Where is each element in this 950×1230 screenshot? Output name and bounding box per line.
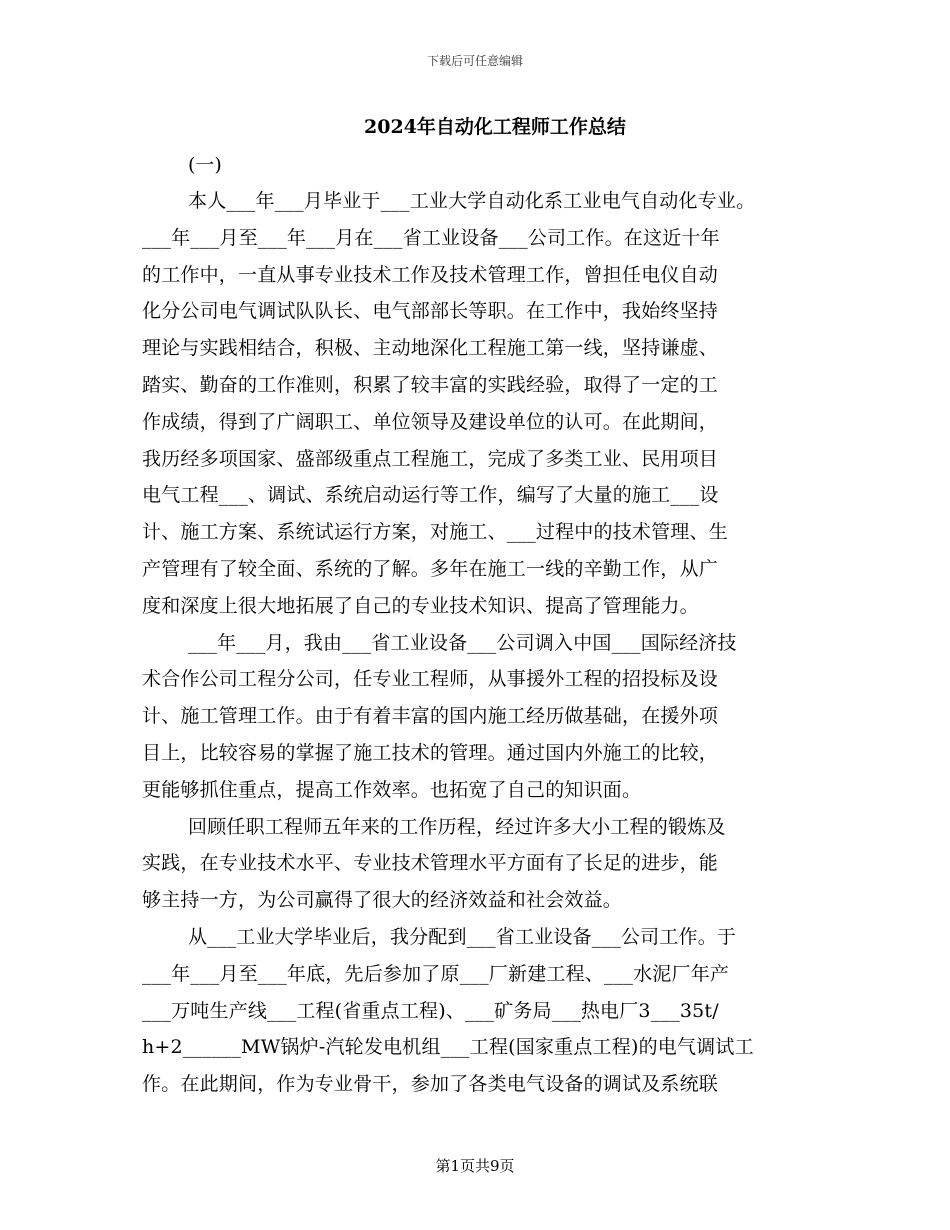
paragraph-line: 从___工业大学毕业后，我分配到___省工业设备___公司工作。于 xyxy=(188,925,737,948)
paragraph-line: 产管理有了较全面、系统的了解。多年在施工一线的辛勤工作，从广 xyxy=(142,557,719,580)
paragraph-line: ___万吨生产线___工程(省重点工程)、___矿务局___热电厂3___35t/ xyxy=(142,999,719,1022)
section-heading: (一) xyxy=(188,154,222,176)
paragraph-line: 术合作公司工程分公司，任专业工程师，从事援外工程的招投标及设 xyxy=(142,668,719,691)
page-header-note: 下载后可任意编辑 xyxy=(426,54,523,68)
paragraph-line: 作。在此期间，作为专业骨干，参加了各类电气设备的调试及系统联 xyxy=(142,1073,719,1096)
paragraph-line: 计、施工方案、系统试运行方案，对施工、___过程中的技术管理、生 xyxy=(142,521,728,544)
paragraph-line: 的工作中，一直从事专业技术工作及技术管理工作，曾担任电仪自动 xyxy=(142,263,719,286)
paragraph-line: 本人___年___月毕业于___工业大学自动化系工业电气自动化专业。 xyxy=(188,190,756,212)
paragraph-line: 作成绩，得到了广阔职工、单位领导及建设单位的认可。在此期间， xyxy=(142,410,719,433)
paragraph-line: ___年___月，我由___省工业设备___公司调入中国___国际经济技 xyxy=(188,631,737,654)
paragraph-line: 电气工程___、调试、系统启动运行等工作，编写了大量的施工___设 xyxy=(142,484,719,507)
paragraph-line: 我历经多项国家、盛部级重点工程施工，完成了多类工业、民用项目 xyxy=(142,447,719,470)
paragraph-line: 踏实、勤奋的工作准则，积累了较丰富的实践经验，取得了一定的工 xyxy=(142,373,719,396)
paragraph-line: ___年___月至___年___月在___省工业设备___公司工作。在这近十年 xyxy=(142,226,720,249)
paragraph-line: 目上，比较容易的掌握了施工技术的管理。通过国内外施工的比较， xyxy=(142,741,719,764)
paragraph-line: 化分公司电气调试队队长、电气部部长等职。在工作中，我始终坚持 xyxy=(142,300,719,323)
document-title: 2024年自动化工程师工作总结 xyxy=(364,116,626,138)
paragraph-line: 更能够抓住重点，提高工作效率。也拓宽了自己的知识面。 xyxy=(142,778,642,801)
paragraph-line: 实践，在专业技术水平、专业技术管理水平方面有了长足的进步，能 xyxy=(142,852,719,875)
page-number: 第1页共9页 xyxy=(435,1157,515,1175)
paragraph-line: h+2______MW锅炉-汽轮发电机组___工程(国家重点工程)的电气调试工 xyxy=(142,1036,754,1059)
paragraph-line: 够主持一方，为公司赢得了很大的经济效益和社会效益。 xyxy=(142,889,623,912)
paragraph-line: 计、施工管理工作。由于有着丰富的国内施工经历做基础，在援外项 xyxy=(142,705,719,728)
document-body xyxy=(142,183,812,1103)
paragraph-line: ___年___月至___年底，先后参加了原___厂新建工程、___水泥厂年产 xyxy=(142,962,730,985)
paragraph-line: 理论与实践相结合，积极、主动地深化工程施工第一线，坚持谦虚、 xyxy=(142,337,719,360)
paragraph-line: 度和深度上很大地拓展了自己的专业技术知识、提高了管理能力。 xyxy=(142,594,699,617)
paragraph-line: 回顾任职工程师五年来的工作历程，经过许多大小工程的锻炼及 xyxy=(188,815,726,838)
